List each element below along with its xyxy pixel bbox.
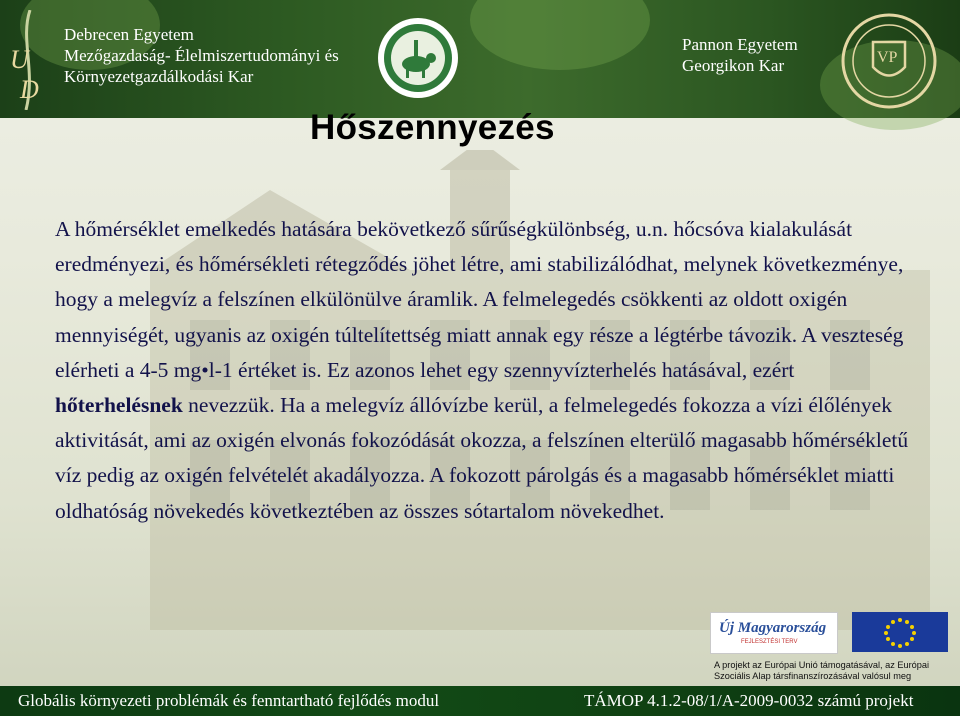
svg-text:U: U (10, 45, 29, 74)
header-right-institution (682, 34, 798, 76)
slide-title: Hőszennyezés (310, 108, 555, 147)
uj-magyarorszag-logo (710, 612, 838, 654)
nm-logo-text: Új Magyarország (719, 620, 827, 636)
footer-bar (0, 686, 960, 716)
university-debrecen-logo (6, 10, 54, 110)
svg-text:VP: VP (877, 49, 898, 66)
slide-body-paragraph (55, 212, 915, 529)
svg-text:D: D (20, 75, 39, 104)
header-left-institution (64, 24, 339, 87)
footer-project-id: TÁMOP 4.1.2-08/1/A-2009-0032 számú projekt (584, 691, 914, 710)
header-left-line-1: Debrecen Egyetem (64, 25, 194, 44)
body-text-part-1: A hőmérséklet emelkedés hatására bekövetkező sűrűségkülönbség, u.n. hőcsóva kialakulását eredményezi, és hőmérsékleti rétegződés jöhet létre, ami stabilizálódhat, melynek következménye, hogy a melegvíz a felszínen elkülönülve áramlik. A felmelegedés csökkenti az oldott oxigén mennyiségét, ugyanis az oxigén túltelítettség miatt annak egy része a légtérbe távozik. A veszteség elérheti a 4-5 mg•l-1 értéket is. Ez azonos lehet egy szennyvízterhelés hatásával, ezért (55, 217, 904, 382)
eu-caption-line-2: Szociális Alap társfinanszírozásával valósul meg (714, 671, 912, 681)
body-bold-term: hőterhelésnek (55, 393, 183, 418)
header-left-line-3: Környezetgazdálkodási Kar (64, 67, 254, 86)
header-right-line-1: Pannon Egyetem (682, 35, 798, 54)
header-banner (0, 0, 960, 118)
body-text-part-2: nevezzük. Ha a melegvíz állóvízbe kerül, a felmelegedés fokozza a vízi élőlények aktivitását, ami az oxigén elvonás fokozódását okozza, a felszínen elterülő magasabb hőmérsékletű víz pedig az oxigén felvételét akadályozza. A fokozott párolgás és a magasabb hőmérséklet miatti oldhatóság növekedés következtében az összes sótartalom növekedhet. (55, 393, 909, 523)
eu-funding-caption (714, 660, 929, 682)
header-right-line-2: Georgikon Kar (682, 56, 785, 75)
eu-caption-line-1: A projekt az Európai Unió támogatásával, az Európai (714, 660, 930, 670)
pannon-university-crest (840, 12, 938, 110)
faculty-seal-logo (376, 16, 460, 100)
footer-module-title: Globális környezeti problémák és fenntartható fejlődés modul (18, 691, 440, 710)
funding-logos (710, 608, 950, 684)
nm-logo-subtext: FEJLESZTÉSI TERV (741, 639, 798, 645)
header-left-line-2: Mezőgazdaság- Élelmiszertudományi és (64, 46, 339, 65)
eu-flag-icon (852, 612, 948, 652)
